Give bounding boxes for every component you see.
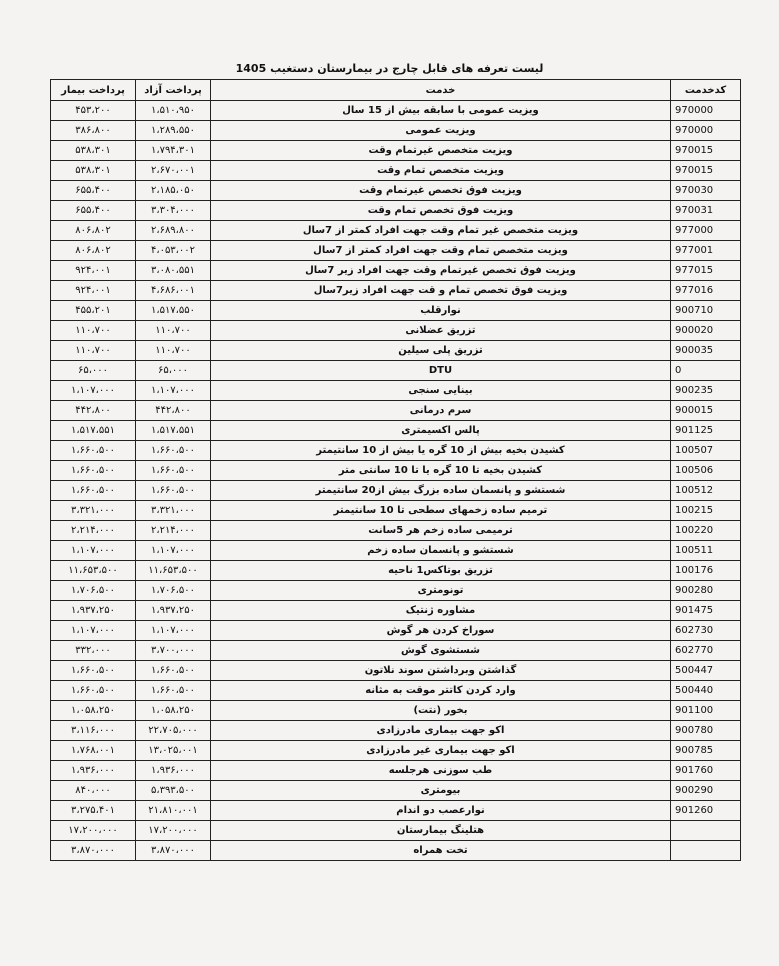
cell-service: بینایی سنجی — [211, 381, 671, 401]
cell-code: 900035 — [671, 341, 741, 361]
cell-code: 901100 — [671, 701, 741, 721]
cell-service: بیومتری — [211, 781, 671, 801]
table-header-row — [51, 80, 741, 101]
cell-patient-payment: ۲،۲۱۴،۰۰۰ — [51, 521, 136, 541]
cell-code: 977016 — [671, 281, 741, 301]
table-row — [51, 521, 741, 541]
table-row — [51, 801, 741, 821]
cell-patient-payment: ۴۵۳،۲۰۰ — [51, 101, 136, 121]
cell-free-payment: ۲،۶۷۰،۰۰۱ — [136, 161, 211, 181]
cell-free-payment: ۶۵،۰۰۰ — [136, 361, 211, 381]
cell-patient-payment: ۳۳۲،۰۰۰ — [51, 641, 136, 661]
cell-service: اکو جهت بیماری غیر مادرزادی — [211, 741, 671, 761]
cell-patient-payment: ۴۴۲،۸۰۰ — [51, 401, 136, 421]
cell-patient-payment: ۳،۳۲۱،۰۰۰ — [51, 501, 136, 521]
header-code: کدخدمت — [671, 80, 741, 101]
cell-patient-payment: ۸۰۶،۸۰۲ — [51, 221, 136, 241]
cell-service: گذاشتن وبرداشتن سوند نلاتون — [211, 661, 671, 681]
cell-free-payment: ۱،۶۶۰،۵۰۰ — [136, 441, 211, 461]
cell-service: ویزیت متخصص غیر تمام وقت جهت افراد کمتر از 7سال — [211, 221, 671, 241]
cell-free-payment: ۱،۹۳۶،۰۰۰ — [136, 761, 211, 781]
header-free-payment: پرداخت آزاد — [136, 80, 211, 101]
cell-patient-payment: ۶۵۵،۴۰۰ — [51, 181, 136, 201]
cell-code: 602770 — [671, 641, 741, 661]
table-row — [51, 401, 741, 421]
cell-patient-payment: ۵۳۸،۳۰۱ — [51, 161, 136, 181]
cell-service: اکو جهت بیماری مادرزادی — [211, 721, 671, 741]
table-row — [51, 281, 741, 301]
cell-patient-payment: ۶۵۵،۴۰۰ — [51, 201, 136, 221]
cell-patient-payment: ۶۵،۰۰۰ — [51, 361, 136, 381]
cell-patient-payment: ۱،۶۶۰،۵۰۰ — [51, 661, 136, 681]
table-body — [51, 101, 741, 861]
table-row — [51, 421, 741, 441]
cell-patient-payment: ۳،۸۷۰،۰۰۰ — [51, 841, 136, 861]
cell-code: 970015 — [671, 141, 741, 161]
table-row — [51, 821, 741, 841]
cell-service: تزریق بوتاکس1 ناحیه — [211, 561, 671, 581]
cell-patient-payment: ۵۳۸،۳۰۱ — [51, 141, 136, 161]
cell-patient-payment: ۳،۲۷۵،۴۰۱ — [51, 801, 136, 821]
cell-patient-payment: ۱،۶۶۰،۵۰۰ — [51, 681, 136, 701]
cell-service: ویزیت فوق تخصص تمام و قت جهت افراد زیر7سال — [211, 281, 671, 301]
table-row — [51, 201, 741, 221]
cell-code: 0 — [671, 361, 741, 381]
cell-patient-payment: ۹۲۴،۰۰۱ — [51, 261, 136, 281]
cell-code: 100511 — [671, 541, 741, 561]
cell-code: 901260 — [671, 801, 741, 821]
cell-service: مشاوره ژنتیک — [211, 601, 671, 621]
table-row — [51, 461, 741, 481]
cell-code: 977000 — [671, 221, 741, 241]
cell-code: 900015 — [671, 401, 741, 421]
cell-free-payment: ۱،۵۱۰،۹۵۰ — [136, 101, 211, 121]
tariff-table — [50, 79, 741, 861]
cell-service: ویزیت فوق تخصص تمام وقت — [211, 201, 671, 221]
cell-code — [671, 821, 741, 841]
cell-free-payment: ۲،۶۸۹،۸۰۰ — [136, 221, 211, 241]
cell-code: 900710 — [671, 301, 741, 321]
cell-patient-payment: ۱،۷۰۶،۵۰۰ — [51, 581, 136, 601]
cell-patient-payment: ۱۱۰،۷۰۰ — [51, 321, 136, 341]
cell-service: پالس اکسیمتری — [211, 421, 671, 441]
cell-code: 977015 — [671, 261, 741, 281]
cell-free-payment: ۱۱۰،۷۰۰ — [136, 341, 211, 361]
table-row — [51, 241, 741, 261]
cell-code: 100215 — [671, 501, 741, 521]
cell-patient-payment: ۸۰۶،۸۰۲ — [51, 241, 136, 261]
cell-service: ویزیت متخصص غیرتمام وقت — [211, 141, 671, 161]
cell-free-payment: ۱،۲۸۹،۵۵۰ — [136, 121, 211, 141]
cell-free-payment: ۱۳،۰۲۵،۰۰۱ — [136, 741, 211, 761]
cell-service: شستشو و پانسمان ساده زخم — [211, 541, 671, 561]
table-row — [51, 721, 741, 741]
cell-free-payment: ۳،۳۰۴،۰۰۰ — [136, 201, 211, 221]
cell-code: 500447 — [671, 661, 741, 681]
cell-service: نوارعصب دو اندام — [211, 801, 671, 821]
cell-service: شستشو و پانسمان ساده بزرگ بیش از20 سانتیمتر — [211, 481, 671, 501]
table-row — [51, 121, 741, 141]
cell-service: ویزیت فوق تخصص غیرتمام وقت جهت افراد زیر 7سال — [211, 261, 671, 281]
table-row — [51, 221, 741, 241]
cell-patient-payment: ۸۴۰،۰۰۰ — [51, 781, 136, 801]
cell-code: 100176 — [671, 561, 741, 581]
cell-service: تزریق پلی سیلین — [211, 341, 671, 361]
cell-service: بخور (نتت) — [211, 701, 671, 721]
cell-code: 900780 — [671, 721, 741, 741]
table-row — [51, 441, 741, 461]
cell-service: تخت همراه — [211, 841, 671, 861]
cell-code: 900290 — [671, 781, 741, 801]
cell-code: 901475 — [671, 601, 741, 621]
cell-free-payment: ۱،۶۶۰،۵۰۰ — [136, 661, 211, 681]
cell-free-payment: ۱،۱۰۷،۰۰۰ — [136, 621, 211, 641]
cell-code: 900235 — [671, 381, 741, 401]
cell-service: هتلینگ بیمارستان — [211, 821, 671, 841]
cell-code: 901125 — [671, 421, 741, 441]
table-row — [51, 621, 741, 641]
cell-code: 970015 — [671, 161, 741, 181]
cell-service: وارد کردن کاتتر موقت به مثانه — [211, 681, 671, 701]
table-row — [51, 301, 741, 321]
cell-patient-payment: ۱،۱۰۷،۰۰۰ — [51, 541, 136, 561]
table-row — [51, 561, 741, 581]
table-row — [51, 261, 741, 281]
cell-code: 100507 — [671, 441, 741, 461]
cell-free-payment: ۲،۱۸۵،۰۵۰ — [136, 181, 211, 201]
cell-code: 100512 — [671, 481, 741, 501]
table-row — [51, 321, 741, 341]
cell-patient-payment: ۹۲۴،۰۰۱ — [51, 281, 136, 301]
cell-code: 900020 — [671, 321, 741, 341]
cell-service: تونومتری — [211, 581, 671, 601]
cell-service: ویزیت فوق تخصص غیرتمام وقت — [211, 181, 671, 201]
cell-code: 970000 — [671, 101, 741, 121]
cell-patient-payment: ۱،۰۵۸،۲۵۰ — [51, 701, 136, 721]
cell-code: 977001 — [671, 241, 741, 261]
cell-patient-payment: ۱،۶۶۰،۵۰۰ — [51, 441, 136, 461]
table-row — [51, 781, 741, 801]
cell-patient-payment: ۱،۵۱۷،۵۵۱ — [51, 421, 136, 441]
cell-free-payment: ۵،۳۹۳،۵۰۰ — [136, 781, 211, 801]
cell-service: کشیدن بخیه تا 10 گره یا تا 10 سانتی متر — [211, 461, 671, 481]
cell-free-payment: ۳،۸۷۰،۰۰۰ — [136, 841, 211, 861]
cell-free-payment: ۱،۷۹۴،۳۰۱ — [136, 141, 211, 161]
cell-service: ویزیت متخصص تمام وقت جهت افراد کمتر از 7سال — [211, 241, 671, 261]
header-patient-payment: پرداخت بیمار — [51, 80, 136, 101]
table-row — [51, 361, 741, 381]
cell-code: 970030 — [671, 181, 741, 201]
table-row — [51, 541, 741, 561]
table-row — [51, 841, 741, 861]
cell-free-payment: ۱،۷۰۶،۵۰۰ — [136, 581, 211, 601]
table-row — [51, 581, 741, 601]
cell-patient-payment: ۱،۱۰۷،۰۰۰ — [51, 381, 136, 401]
cell-service: DTU — [211, 361, 671, 381]
cell-free-payment: ۱۷،۲۰۰،۰۰۰ — [136, 821, 211, 841]
table-row — [51, 161, 741, 181]
cell-code: 970031 — [671, 201, 741, 221]
cell-service: ترمیم ساده زخمهای سطحی تا 10 سانتیمتر — [211, 501, 671, 521]
cell-free-payment: ۴،۶۸۶،۰۰۱ — [136, 281, 211, 301]
table-row — [51, 761, 741, 781]
table-row — [51, 381, 741, 401]
cell-service: ویزیت متخصص تمام وقت — [211, 161, 671, 181]
cell-free-payment: ۲،۲۱۴،۰۰۰ — [136, 521, 211, 541]
cell-code: 970000 — [671, 121, 741, 141]
table-row — [51, 741, 741, 761]
cell-service: ویزیت عمومی — [211, 121, 671, 141]
table-row — [51, 101, 741, 121]
cell-patient-payment: ۱،۶۶۰،۵۰۰ — [51, 481, 136, 501]
cell-code: 500440 — [671, 681, 741, 701]
cell-patient-payment: ۱۱۰،۷۰۰ — [51, 341, 136, 361]
cell-patient-payment: ۱۷،۲۰۰،۰۰۰ — [51, 821, 136, 841]
table-row — [51, 601, 741, 621]
cell-free-payment: ۱،۶۶۰،۵۰۰ — [136, 481, 211, 501]
cell-free-payment: ۱،۱۰۷،۰۰۰ — [136, 381, 211, 401]
page-title: لیست تعرفه های قابل چارج در بیمارستان دستغیب 1405 — [235, 62, 544, 75]
cell-free-payment: ۱۱۰،۷۰۰ — [136, 321, 211, 341]
cell-free-payment: ۴۴۲،۸۰۰ — [136, 401, 211, 421]
cell-patient-payment: ۳۸۶،۸۰۰ — [51, 121, 136, 141]
cell-service: سرم درمانی — [211, 401, 671, 421]
cell-free-payment: ۱،۵۱۷،۵۵۱ — [136, 421, 211, 441]
header-service: خدمت — [211, 80, 671, 101]
cell-patient-payment: ۱۱،۶۵۳،۵۰۰ — [51, 561, 136, 581]
cell-patient-payment: ۱،۱۰۷،۰۰۰ — [51, 621, 136, 641]
table-row — [51, 641, 741, 661]
table-row — [51, 501, 741, 521]
cell-service: سوراخ کردن هر گوش — [211, 621, 671, 641]
cell-code: 900280 — [671, 581, 741, 601]
cell-free-payment: ۱،۶۶۰،۵۰۰ — [136, 681, 211, 701]
cell-code: 100220 — [671, 521, 741, 541]
table-row — [51, 141, 741, 161]
cell-service: ترمیمی ساده زخم هر 5سانت — [211, 521, 671, 541]
table-row — [51, 341, 741, 361]
cell-patient-payment: ۳،۱۱۶،۰۰۰ — [51, 721, 136, 741]
cell-code: 900785 — [671, 741, 741, 761]
cell-free-payment: ۱،۱۰۷،۰۰۰ — [136, 541, 211, 561]
cell-free-payment: ۳،۳۲۱،۰۰۰ — [136, 501, 211, 521]
cell-service: نوارقلب — [211, 301, 671, 321]
cell-patient-payment: ۱،۷۶۸،۰۰۱ — [51, 741, 136, 761]
cell-service: طب سوزنی هرجلسه — [211, 761, 671, 781]
cell-free-payment: ۱۱،۶۵۳،۵۰۰ — [136, 561, 211, 581]
cell-free-payment: ۱،۹۳۷،۲۵۰ — [136, 601, 211, 621]
cell-free-payment: ۱،۵۱۷،۵۵۰ — [136, 301, 211, 321]
table-row — [51, 181, 741, 201]
cell-free-payment: ۴،۰۵۳،۰۰۲ — [136, 241, 211, 261]
cell-code — [671, 841, 741, 861]
table-row — [51, 661, 741, 681]
cell-service: ویزیت عمومی با سابقه بیش از 15 سال — [211, 101, 671, 121]
cell-free-payment: ۱،۰۵۸،۲۵۰ — [136, 701, 211, 721]
cell-service: تزریق عضلانی — [211, 321, 671, 341]
table-row — [51, 681, 741, 701]
cell-service: کشیدن بخیه بیش از 10 گره یا بیش از 10 سانتیمتر — [211, 441, 671, 461]
cell-service: شستشوی گوش — [211, 641, 671, 661]
cell-code: 901760 — [671, 761, 741, 781]
cell-patient-payment: ۴۵۵،۲۰۱ — [51, 301, 136, 321]
cell-free-payment: ۲۱،۸۱۰،۰۰۱ — [136, 801, 211, 821]
cell-free-payment: ۳،۰۸۰،۵۵۱ — [136, 261, 211, 281]
table-row — [51, 481, 741, 501]
table-row — [51, 701, 741, 721]
cell-code: 602730 — [671, 621, 741, 641]
cell-free-payment: ۲۲،۷۰۵،۰۰۰ — [136, 721, 211, 741]
cell-patient-payment: ۱،۹۳۶،۰۰۰ — [51, 761, 136, 781]
cell-patient-payment: ۱،۶۶۰،۵۰۰ — [51, 461, 136, 481]
cell-free-payment: ۱،۶۶۰،۵۰۰ — [136, 461, 211, 481]
cell-code: 100506 — [671, 461, 741, 481]
cell-free-payment: ۳،۷۰۰،۰۰۰ — [136, 641, 211, 661]
cell-patient-payment: ۱،۹۳۷،۲۵۰ — [51, 601, 136, 621]
